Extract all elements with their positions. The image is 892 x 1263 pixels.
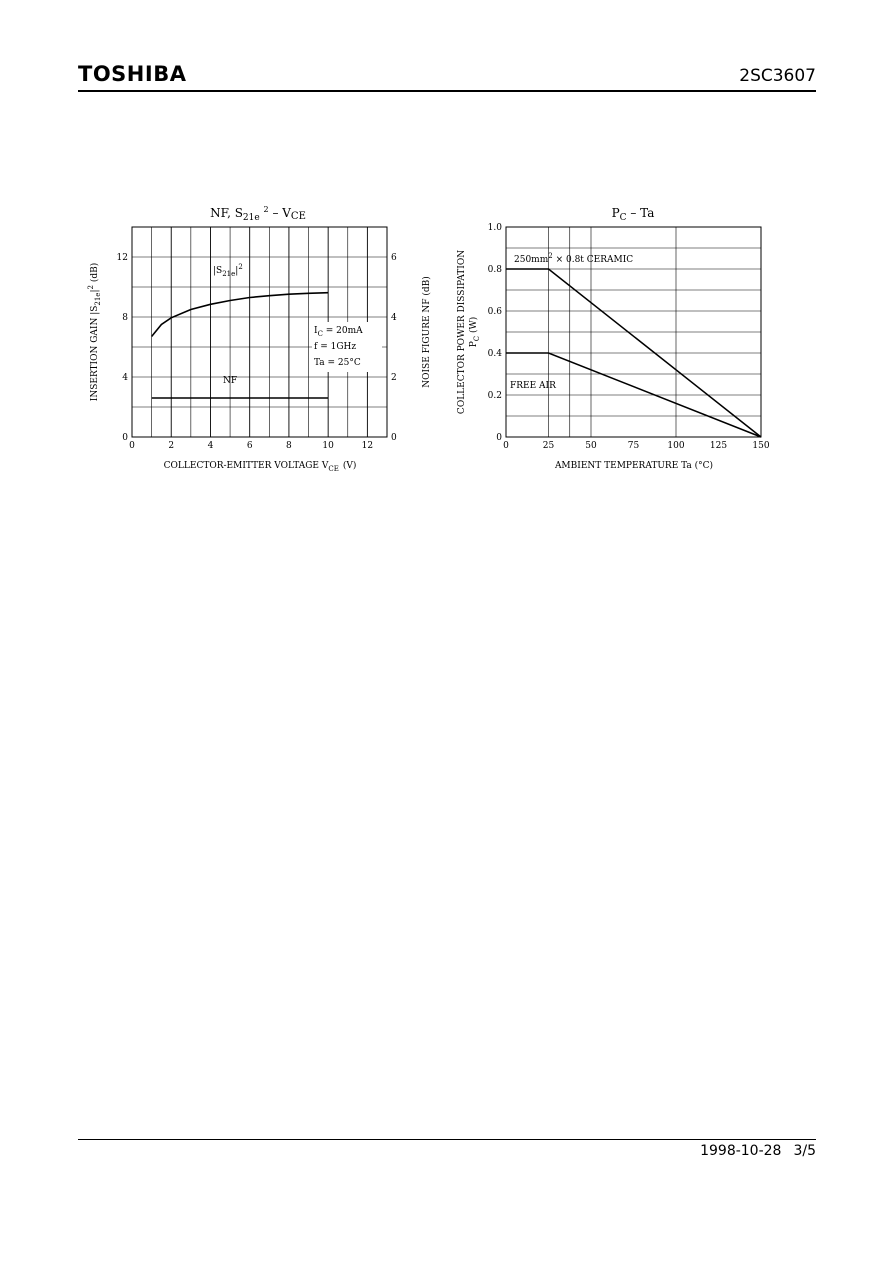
chart1-y-left-tick: 4 [122,373,128,383]
chart2-x-tick: 125 [709,441,728,451]
chart1-y-left-tick: 8 [122,313,128,323]
chart1-annotation-ta: Ta = 25°C [314,358,361,368]
chart1-series-label-nf: NF [223,376,238,386]
chart2-x-tick: 100 [667,441,685,451]
chart1-y-right-tick: 4 [391,313,397,323]
chart1-ylabel-right: NOISE FIGURE NF (dB) [422,276,432,388]
chart2-ylabel: COLLECTOR POWER DISSIPATION [457,249,467,415]
chart2-title: $P_C$ – Ta [611,206,655,223]
chart1-x-tick: 6 [246,441,253,451]
chart1-x-tick: 2 [168,441,175,451]
chart1-x-tick: 12 [361,441,374,451]
chart1-ylabel-left: INSERTION GAIN $|S_{21e}|^2$ (dB) [87,262,102,402]
chart1-y-right-tick: 0 [391,433,397,443]
chart1-annotation-freq: f = 1GHz [314,342,357,352]
pc-ta-chart [450,200,780,490]
chart2-series-label-freeair: FREE AIR [510,381,556,391]
chart2-y-tick: 0.4 [487,349,502,359]
chart2-y-tick: 1.0 [487,223,502,233]
chart1-y-left-tick: 12 [116,253,128,263]
chart1-x-tick: 4 [207,441,214,451]
chart1-x-tick: 8 [286,441,292,451]
chart2-y-tick: 0.2 [487,391,502,401]
chart2-ylabel-sub: $P_C$ (W) [469,316,481,348]
chart1-y-left-tick: 0 [122,433,128,443]
chart1-x-tick: 0 [129,441,135,451]
chart1-y-right-tick: 6 [391,253,397,263]
chart1-xlabel: COLLECTOR-EMITTER VOLTAGE $V_{CE}$ (V) [163,461,357,473]
chart2-x-tick: 150 [752,441,770,451]
chart1-title: NF, $S_{21e}$ $^2$ – VCE [210,205,306,223]
chart2-series-label-ceramic: $250mm^2 \times 0.8t$ CERAMIC [514,252,634,265]
header-rule [78,90,816,92]
chart1-x-tick: 10 [322,441,334,451]
brand-logo: TOSHIBA [78,62,187,86]
chart2-y-tick: 0 [496,433,502,443]
chart1-series [152,293,329,398]
chart2-x-tick: 75 [627,441,640,451]
chart2-y-tick: 0.6 [487,307,502,317]
chart2-x-tick: 25 [542,441,555,451]
chart2-xlabel: AMBIENT TEMPERATURE Ta (°C) [554,461,714,471]
nf-s21e-vce-chart [80,200,432,490]
chart1-annotation-ic: $I_C = 20mA$ [314,326,363,338]
chart2-y-tick: 0.8 [487,265,502,275]
footer-rule [78,1139,816,1140]
chart2-x-tick: 50 [585,441,597,451]
footer [700,1143,816,1159]
part-number: 2SC3607 [739,66,816,86]
chart1-series-line-0 [152,293,329,337]
chart1-y-right-tick: 2 [391,373,397,383]
footer-page: 3/5 [793,1143,816,1159]
footer-date: 1998-10-28 [700,1143,782,1159]
chart1-series-label-s21e: $|S_{21e}|^2$ [213,263,243,278]
chart2-x-tick: 0 [503,441,509,451]
